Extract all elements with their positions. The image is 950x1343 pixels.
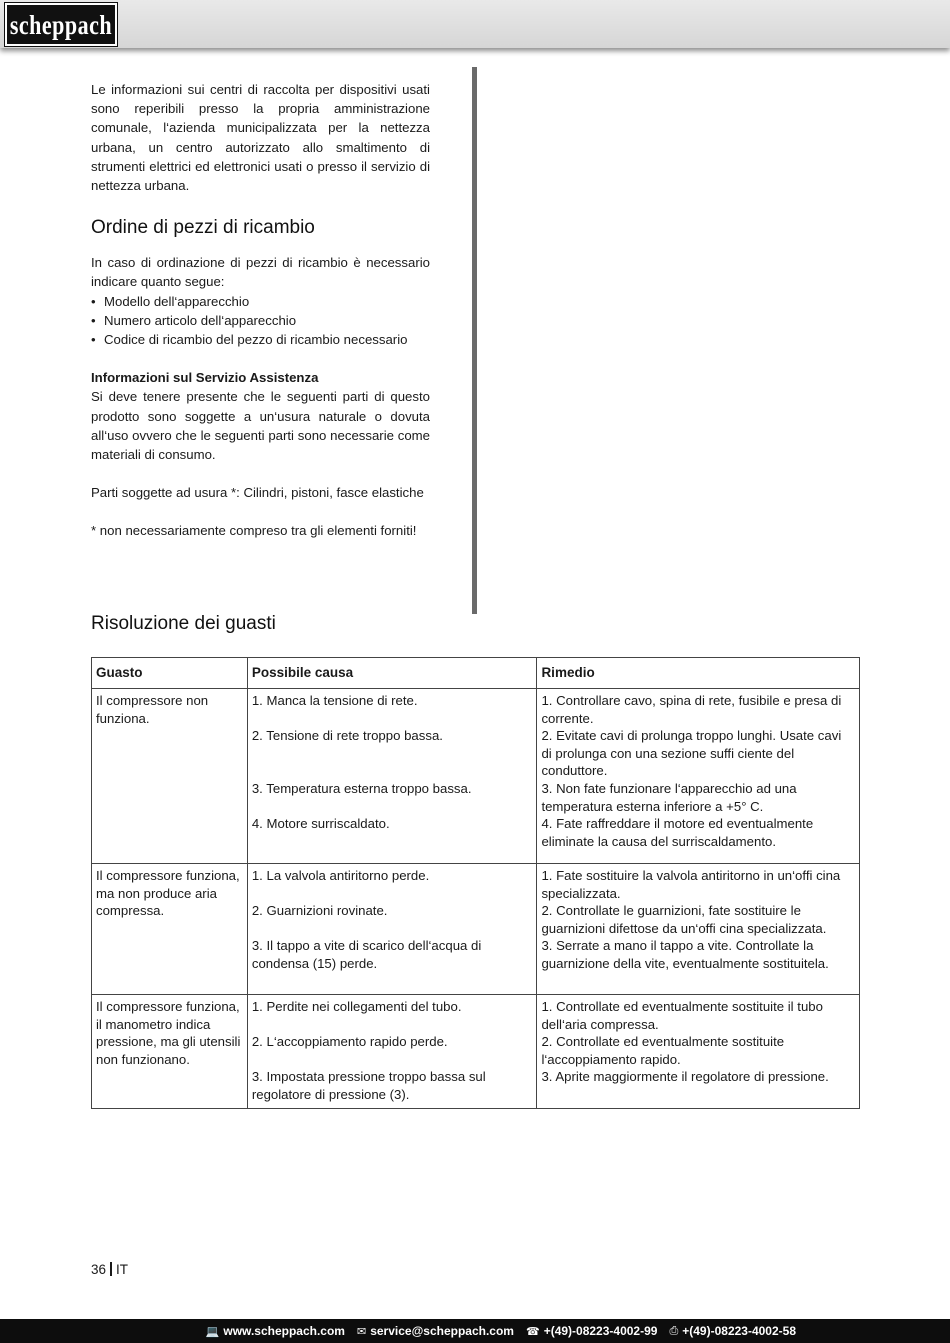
troubleshooting-heading: Risoluzione dei guasti — [91, 613, 276, 634]
remedy-cell — [537, 689, 860, 864]
remedy-item: 3. Serrate a mano il tappo a vite. Controllate la guarnizione della vite, eventualmente sostituitela. — [541, 938, 829, 971]
remedy-cell — [537, 995, 860, 1109]
table-row — [92, 864, 860, 995]
phone-icon: ☎ — [525, 1325, 540, 1338]
fault-cell: Il compressore funziona, ma non produce aria compressa. — [92, 864, 248, 995]
cause-item: 4. Motore surriscaldato. — [251, 816, 390, 832]
cause-item: 1. Manca la tensione di rete. — [251, 693, 418, 708]
footer-email[interactable] — [357, 1324, 514, 1338]
table-row — [92, 689, 860, 864]
column-header-remedy: Rimedio — [537, 658, 860, 689]
spare-parts-intro: In caso di ordinazione di pezzi di ricambio è necessario indicare quanto segue: — [91, 255, 430, 290]
service-info-heading: Informazioni sul Servizio Assistenza — [91, 370, 319, 386]
page-number — [91, 1262, 128, 1277]
wear-parts-text: Parti soggette ad usura *: Cilindri, pistoni, fasce elastiche — [91, 485, 424, 501]
remedy-item: 1. Controllare cavo, spina di rete, fusibile e presa di corrente. — [541, 693, 842, 726]
scheppach-logo — [5, 3, 117, 46]
remedy-item: 1. Fate sostituire la valvola antiritorno in un‘offi cina specializzata. — [541, 868, 841, 901]
cause-item: 2. L‘accoppiamento rapido perde. — [251, 1034, 448, 1050]
spare-parts-list — [91, 292, 430, 350]
table-row — [92, 995, 860, 1109]
cause-item: 1. La valvola antiritorno perde. — [251, 868, 430, 883]
mail-icon: ✉ — [356, 1325, 367, 1338]
remedy-item: 2. Controllate ed eventualmente sostituite l‘accoppiamento rapido. — [541, 1034, 785, 1067]
remedy-item: 2. Controllate le guarnizioni, fate sostituire le guarnizioni difettose da un‘offi cina specializzata. — [541, 903, 827, 936]
footnote-text: * non necessariamente compreso tra gli elementi forniti! — [91, 523, 417, 539]
fax-icon: ⎙ — [669, 1324, 679, 1337]
troubleshooting-table — [91, 657, 860, 1109]
footer-website-text: www.scheppach.com — [223, 1324, 345, 1338]
list-item: • Codice di ricambio del pezzo di ricambio necessario — [91, 332, 408, 348]
footer-phone — [526, 1324, 657, 1338]
page-language: IT — [116, 1262, 129, 1277]
cause-item: 2. Tensione di rete troppo bassa. — [251, 728, 443, 744]
remedy-item: 3. Aprite maggiormente il regolatore di pressione. — [541, 1069, 829, 1085]
cause-cell — [247, 689, 537, 864]
fault-cell: Il compressore funziona, il manometro indica pressione, ma gli utensili non funzionano. — [92, 995, 248, 1109]
cause-item: 3. Il tappo a vite di scarico dell‘acqua di condensa (15) perde. — [251, 938, 482, 971]
remedy-item: 4. Fate raffreddare il motore ed eventualmente eliminate la causa del surriscaldamento. — [541, 816, 814, 849]
list-item: • Numero articolo dell‘apparecchio — [91, 312, 297, 328]
list-item: • Modello dell‘apparecchio — [91, 293, 250, 309]
cause-item: 3. Temperatura esterna troppo bassa. — [251, 780, 472, 796]
computer-icon: 💻 — [205, 1325, 220, 1338]
footer-website[interactable] — [206, 1324, 345, 1338]
column-divider — [472, 67, 477, 614]
cause-cell — [247, 864, 537, 995]
logo-text: scheppach — [9, 8, 113, 40]
cause-cell — [247, 995, 537, 1109]
header-bar — [0, 0, 950, 48]
page-number-divider — [110, 1262, 112, 1276]
table-header-row — [92, 658, 860, 689]
cause-item: 2. Guarnizioni rovinate. — [251, 903, 388, 919]
fault-cell: Il compressore non funziona. — [92, 689, 248, 864]
page-number-value: 36 — [91, 1262, 107, 1277]
service-info-text: Si deve tenere presente che le seguenti parti di questo prodotto sono soggette a un‘usura naturale o dovuta all‘uso ovvero che le seguenti parti sono necessarie come materiali di consumo. — [91, 389, 430, 463]
remedy-cell — [537, 864, 860, 995]
column-header-cause: Possibile causa — [247, 658, 537, 689]
collection-info-paragraph: Le informazioni sui centri di raccolta per dispositivi usati sono reperibili presso la propria amministrazione comunale, l‘azienda municipalizzata per la nettezza urbana, un centro autorizzato allo smaltimento di strumenti elettrici ed elettronici usati o presso il servizio di nettezza urbana. — [91, 82, 430, 194]
remedy-item: 1. Controllate ed eventualmente sostituite il tubo dell‘aria compressa. — [541, 999, 823, 1032]
remedy-item: 2. Evitate cavi di prolunga troppo lunghi. Usate cavi di prolunga con una sezione suffi ciente del conduttore. — [541, 728, 842, 779]
footer-fax — [669, 1324, 796, 1338]
spare-parts-heading: Ordine di pezzi di ricambio — [91, 217, 315, 239]
footer-phone-text: +(49)-08223-4002-99 — [543, 1324, 658, 1338]
footer-bar — [0, 1319, 950, 1343]
cause-item: 1. Perdite nei collegamenti del tubo. — [251, 999, 462, 1014]
footer-fax-text: +(49)-08223-4002-58 — [682, 1324, 796, 1338]
left-column — [91, 80, 430, 541]
cause-item: 3. Impostata pressione troppo bassa sul regolatore di pressione (3). — [251, 1069, 486, 1102]
column-header-fault: Guasto — [92, 658, 248, 689]
remedy-item: 3. Non fate funzionare l‘apparecchio ad una temperatura esterna inferiore a +5° C. — [541, 780, 797, 814]
footer-email-text: service@scheppach.com — [370, 1324, 514, 1338]
